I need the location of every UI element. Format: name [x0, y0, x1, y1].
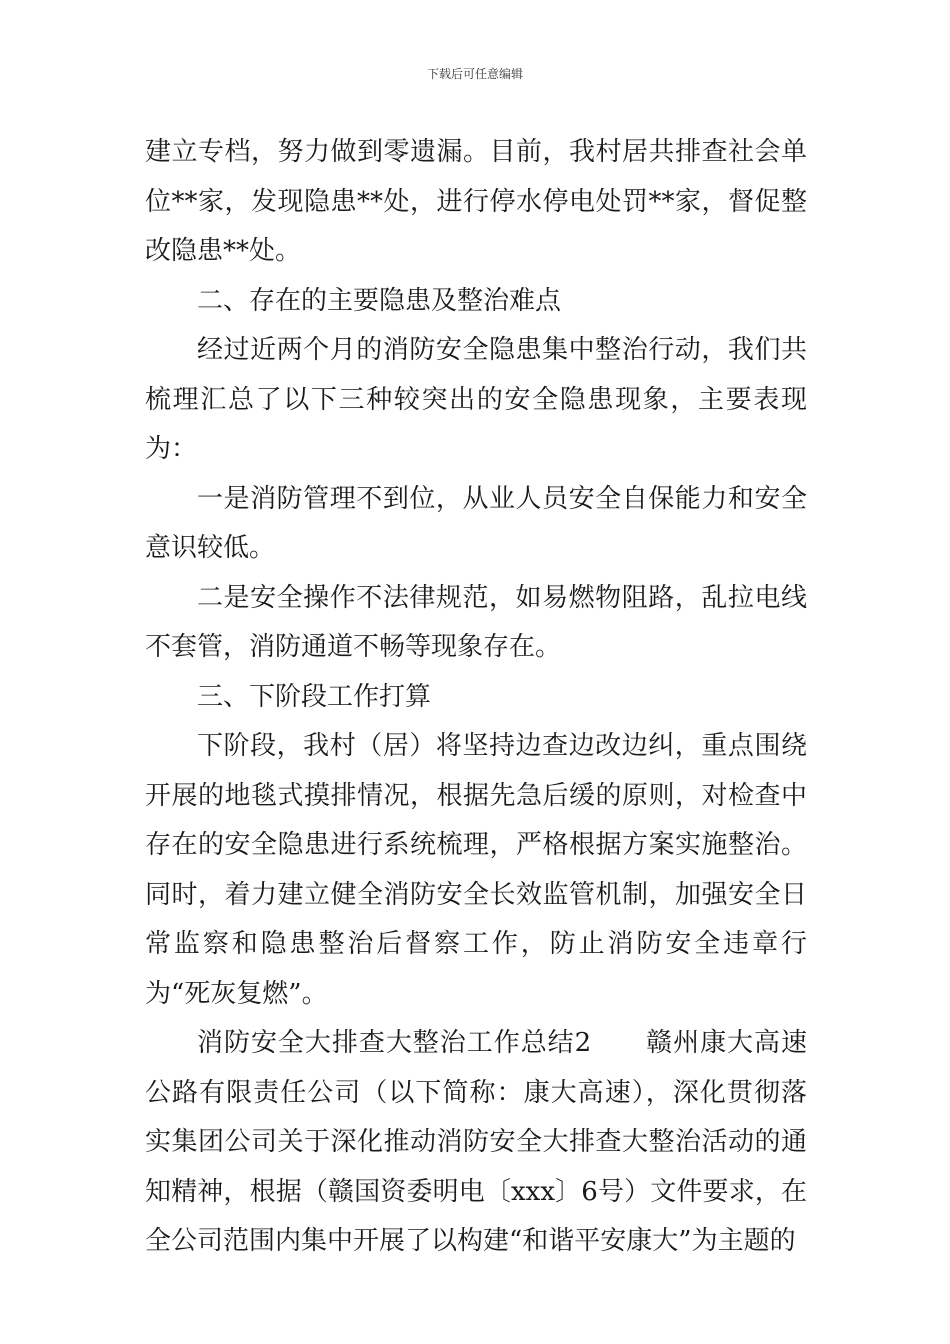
paragraph-summary: 经过近两个月的消防安全隐患集中整治行动，我们共梳理汇总了以下三种较突出的安全隐患现象，主要表现为：	[145, 335, 807, 464]
document-body	[145, 128, 807, 1267]
paragraph-issue-2: 二是安全操作不法律规范，如易燃物阻路，乱拉电线不套管，消防通道不畅等现象存在。	[145, 582, 807, 662]
paragraph-continuation: 建立专档，努力做到零遗漏。目前，我村居共排查社会单位**家，发现隐患**处，进行停水停电处罚**家，督促整改隐患**处。	[145, 137, 807, 266]
page-header-note: 下载后可任意编辑	[426, 67, 523, 81]
section-heading-2: 二、存在的主要隐患及整治难点	[197, 285, 562, 316]
paragraph-issue-1: 一是消防管理不到位，从业人员安全自保能力和安全意识较低。	[145, 483, 807, 563]
paragraph-report-2: 消防安全大排查大整治工作总结2 赣州康大高速公路有限责任公司（以下简称：康大高速），深化贯彻落实集团公司关于深化推动消防安全大排查大整治活动的通知精神，根据（赣国资委明电〔xxx〕6号）文件要求，在全公司范围内集中开展了以构建“和谐平安康大”为主题的	[145, 1028, 807, 1256]
section-heading-3: 三、下阶段工作打算	[197, 681, 432, 712]
paragraph-plan: 下阶段，我村（居）将坚持边查边改边纠，重点围绕开展的地毯式摸排情况，根据先急后缓的原则，对检查中存在的安全隐患进行系统梳理，严格根据方案实施整治。同时，着力建立健全消防安全长效监管机制，加强安全日常监察和隐患整治后督察工作，防止消防安全违章行为“死灰复燃”。	[145, 731, 807, 1009]
